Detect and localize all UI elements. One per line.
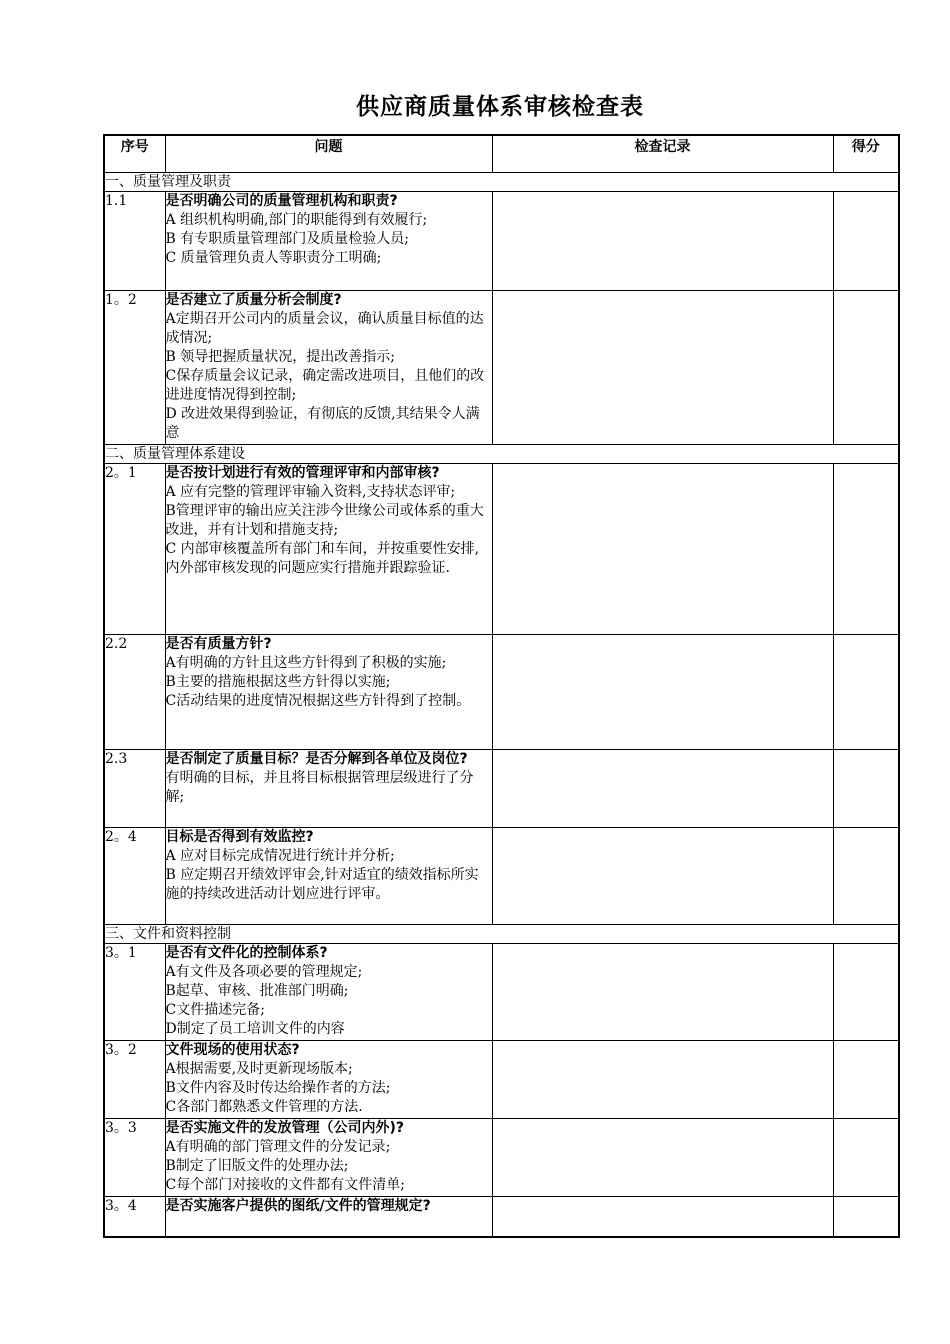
question-cell [165,944,492,1041]
table-body [104,173,899,1237]
question-cell [165,828,492,925]
question-title: 是否制定了质量目标？是否分解到各单位及岗位? [165,751,468,767]
question-cell [165,1041,492,1119]
record-cell[interactable] [492,635,833,750]
section-row [104,445,899,464]
question-cell [165,1197,492,1237]
question-criterion: A定期召开公司内的质量会议，确认质量目标值的达成情况; [165,311,484,346]
question-cell [165,1119,492,1197]
question-criterion: A有文件及各项必要的管理规定; [165,964,363,980]
score-cell[interactable] [833,635,899,750]
question-criterion: C各部门都熟悉文件管理的方法. [165,1099,363,1115]
table-row [104,750,899,828]
question-criterion: A有明确的部门管理文件的分发记录; [165,1139,391,1155]
question-criterion: A有明确的方针且这些方针得到了积极的实施; [165,655,447,671]
item-number: 3。1 [104,944,165,1041]
header-seq: 序号 [104,135,165,173]
question-title: 是否建立了质量分析会制度? [165,292,342,308]
table-header-row [104,135,899,173]
question-criterion: 有明确的目标，并且将目标根据管理层级进行了分解; [165,770,474,805]
item-number: 3。3 [104,1119,165,1197]
table-row [104,828,899,925]
header-record: 检查记录 [492,135,833,173]
question-cell [165,192,492,291]
score-cell[interactable] [833,944,899,1041]
table-row [104,291,899,445]
section-label: 二、质量管理体系建设 [104,445,899,464]
score-cell[interactable] [833,828,899,925]
question-title: 文件现场的使用状态? [165,1042,300,1058]
table-row [104,1119,899,1197]
question-cell [165,750,492,828]
question-criterion: C保存质量会议记录，确定需改进项目，且他们的改进进度情况得到控制; [165,368,485,403]
question-criterion: B 有专职质量管理部门及质量检验人员; [165,231,409,247]
score-cell[interactable] [833,192,899,291]
question-title: 是否有质量方针? [165,636,272,652]
question-criterion: B制定了旧版文件的处理办法; [165,1158,349,1174]
item-number: 2。4 [104,828,165,925]
item-number: 2。1 [104,464,165,635]
question-criterion: A 应对目标完成情况进行统计并分析; [165,848,395,864]
record-cell[interactable] [492,1197,833,1237]
record-cell[interactable] [492,192,833,291]
header-score: 得分 [833,135,899,173]
section-label: 一、质量管理及职责 [104,173,899,192]
section-row [104,173,899,192]
score-cell[interactable] [833,464,899,635]
record-cell[interactable] [492,464,833,635]
question-title: 目标是否得到有效监控? [165,829,314,845]
record-cell[interactable] [492,1119,833,1197]
score-cell[interactable] [833,750,899,828]
question-criterion: B起草、审核、批准部门明确; [165,983,349,999]
question-criterion: A 应有完整的管理评审输入资料,支持状态评审; [165,484,456,500]
question-criterion: D 改进效果得到验证，有彻底的反馈,其结果令人满意 [165,406,480,441]
question-criterion: C每个部门对接收的文件都有文件清单; [165,1177,405,1193]
question-cell [165,464,492,635]
question-criterion: B主要的措施根据这些方针得以实施; [165,674,391,690]
question-cell [165,291,492,445]
table-row [104,1197,899,1237]
record-cell[interactable] [492,828,833,925]
question-title: 是否有文件化的控制体系? [165,945,328,961]
question-criterion: D制定了员工培训文件的内容 [165,1021,345,1037]
table-row [104,1041,899,1119]
item-number: 2.2 [104,635,165,750]
question-cell [165,635,492,750]
score-cell[interactable] [833,1041,899,1119]
question-title: 是否明确公司的质量管理机构和职责? [165,193,398,209]
question-criterion: B 应定期召开绩效评审会,针对适宜的绩效指标所实施的持续改进活动计划应进行评审。 [165,867,479,902]
item-number: 2.3 [104,750,165,828]
question-criterion: B 领导把握质量状况，提出改善指示; [165,349,395,365]
question-criterion: A根据需要,及时更新现场版本; [165,1061,353,1077]
score-cell[interactable] [833,1119,899,1197]
record-cell[interactable] [492,291,833,445]
item-number: 1.1 [104,192,165,291]
section-label: 三、文件和资料控制 [104,925,899,944]
item-number: 3。2 [104,1041,165,1119]
header-question: 问题 [165,135,492,173]
item-number: 1。2 [104,291,165,445]
question-criterion: B文件内容及时传达给操作者的方法; [165,1080,391,1096]
question-criterion: C 质量管理负责人等职责分工明确; [165,250,382,266]
table-row [104,635,899,750]
item-number: 3。4 [104,1197,165,1237]
table-row [104,944,899,1041]
question-criterion: B管理评审的输出应关注涉今世缘公司或体系的重大改进，并有计划和措施支持; [165,503,484,538]
record-cell[interactable] [492,750,833,828]
question-criterion: C 内部审核覆盖所有部门和车间，并按重要性安排,内外部审核发现的问题应实行措施并跟踪验证. [165,541,480,576]
question-title: 是否实施客户提供的图纸/文件的管理规定? [165,1198,431,1214]
question-criterion: A 组织机构明确,部门的职能得到有效履行; [165,212,428,228]
table-row [104,192,899,291]
score-cell[interactable] [833,1197,899,1237]
record-cell[interactable] [492,1041,833,1119]
question-criterion: C活动结果的进度情况根据这些方针得到了控制。 [165,693,471,709]
question-criterion: C文件描述完备; [165,1002,265,1018]
audit-checklist-table [103,134,900,1238]
section-row [104,925,899,944]
page-title: 供应商质量体系审核检查表 [356,94,644,120]
record-cell[interactable] [492,944,833,1041]
question-title: 是否实施文件的发放管理（公司内外)? [165,1120,405,1136]
table-row [104,464,899,635]
question-title: 是否按计划进行有效的管理评审和内部审核? [165,465,440,481]
score-cell[interactable] [833,291,899,445]
